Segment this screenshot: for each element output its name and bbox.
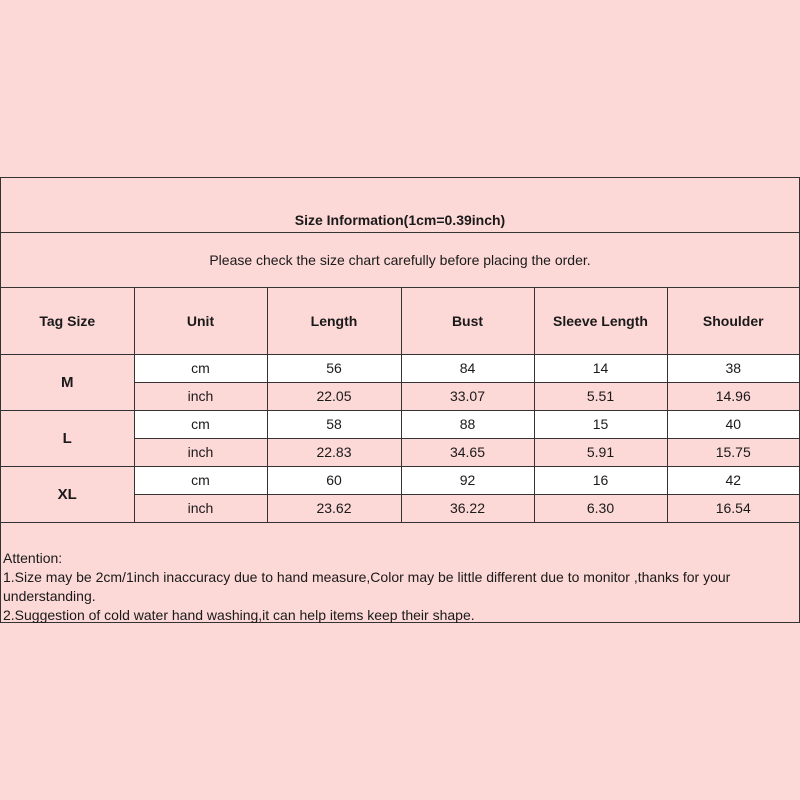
unit-cell: inch	[134, 494, 267, 522]
table-row	[1, 410, 799, 438]
attention-line-2: 2.Suggestion of cold water hand washing,it can help items keep their shape.	[3, 607, 475, 623]
sleeve-length-cell: 6.30	[534, 494, 667, 522]
unit-cell: cm	[134, 354, 267, 382]
shoulder-cell: 38	[667, 354, 799, 382]
length-cell: 58	[267, 410, 401, 438]
bust-cell: 88	[401, 410, 534, 438]
unit-cell: inch	[134, 382, 267, 410]
attention-line-1: 1.Size may be 2cm/1inch inaccuracy due to hand measure,Color may be little different due to monitor ,thanks for your understanding.	[3, 569, 731, 604]
sleeve-length-cell: 5.51	[534, 382, 667, 410]
size-chart	[0, 177, 800, 623]
size-chart-notice: Please check the size chart carefully before placing the order.	[209, 252, 591, 268]
header-length: Length	[267, 288, 401, 354]
sleeve-length-cell: 15	[534, 410, 667, 438]
shoulder-cell: 40	[667, 410, 799, 438]
table-row	[1, 354, 799, 382]
length-cell: 23.62	[267, 494, 401, 522]
sleeve-length-cell: 14	[534, 354, 667, 382]
unit-cell: inch	[134, 438, 267, 466]
length-cell: 56	[267, 354, 401, 382]
header-tag-size: Tag Size	[1, 288, 134, 354]
bust-cell: 36.22	[401, 494, 534, 522]
shoulder-cell: 15.75	[667, 438, 799, 466]
bust-cell: 34.65	[401, 438, 534, 466]
unit-cell: cm	[134, 410, 267, 438]
header-shoulder: Shoulder	[667, 288, 799, 354]
bust-cell: 92	[401, 466, 534, 494]
shoulder-cell: 16.54	[667, 494, 799, 522]
size-table-header-row	[1, 288, 799, 354]
size-chart-title: Size Information(1cm=0.39inch)	[294, 212, 506, 228]
sleeve-length-cell: 5.91	[534, 438, 667, 466]
tag-size-cell: XL	[1, 466, 134, 522]
bust-cell: 33.07	[401, 382, 534, 410]
shoulder-cell: 14.96	[667, 382, 799, 410]
attention-notes	[3, 549, 793, 625]
length-cell: 22.05	[267, 382, 401, 410]
table-row	[1, 466, 799, 494]
length-cell: 22.83	[267, 438, 401, 466]
sleeve-length-cell: 16	[534, 466, 667, 494]
header-sleeve-length: Sleeve Length	[534, 288, 667, 354]
length-cell: 60	[267, 466, 401, 494]
tag-size-cell: L	[1, 410, 134, 466]
unit-cell: cm	[134, 466, 267, 494]
header-unit: Unit	[134, 288, 267, 354]
size-chart-title-row	[1, 178, 799, 233]
size-chart-notice-row	[1, 233, 799, 288]
bust-cell: 84	[401, 354, 534, 382]
tag-size-cell: M	[1, 354, 134, 410]
size-table	[1, 288, 799, 523]
attention-heading: Attention:	[3, 550, 63, 566]
shoulder-cell: 42	[667, 466, 799, 494]
header-bust: Bust	[401, 288, 534, 354]
